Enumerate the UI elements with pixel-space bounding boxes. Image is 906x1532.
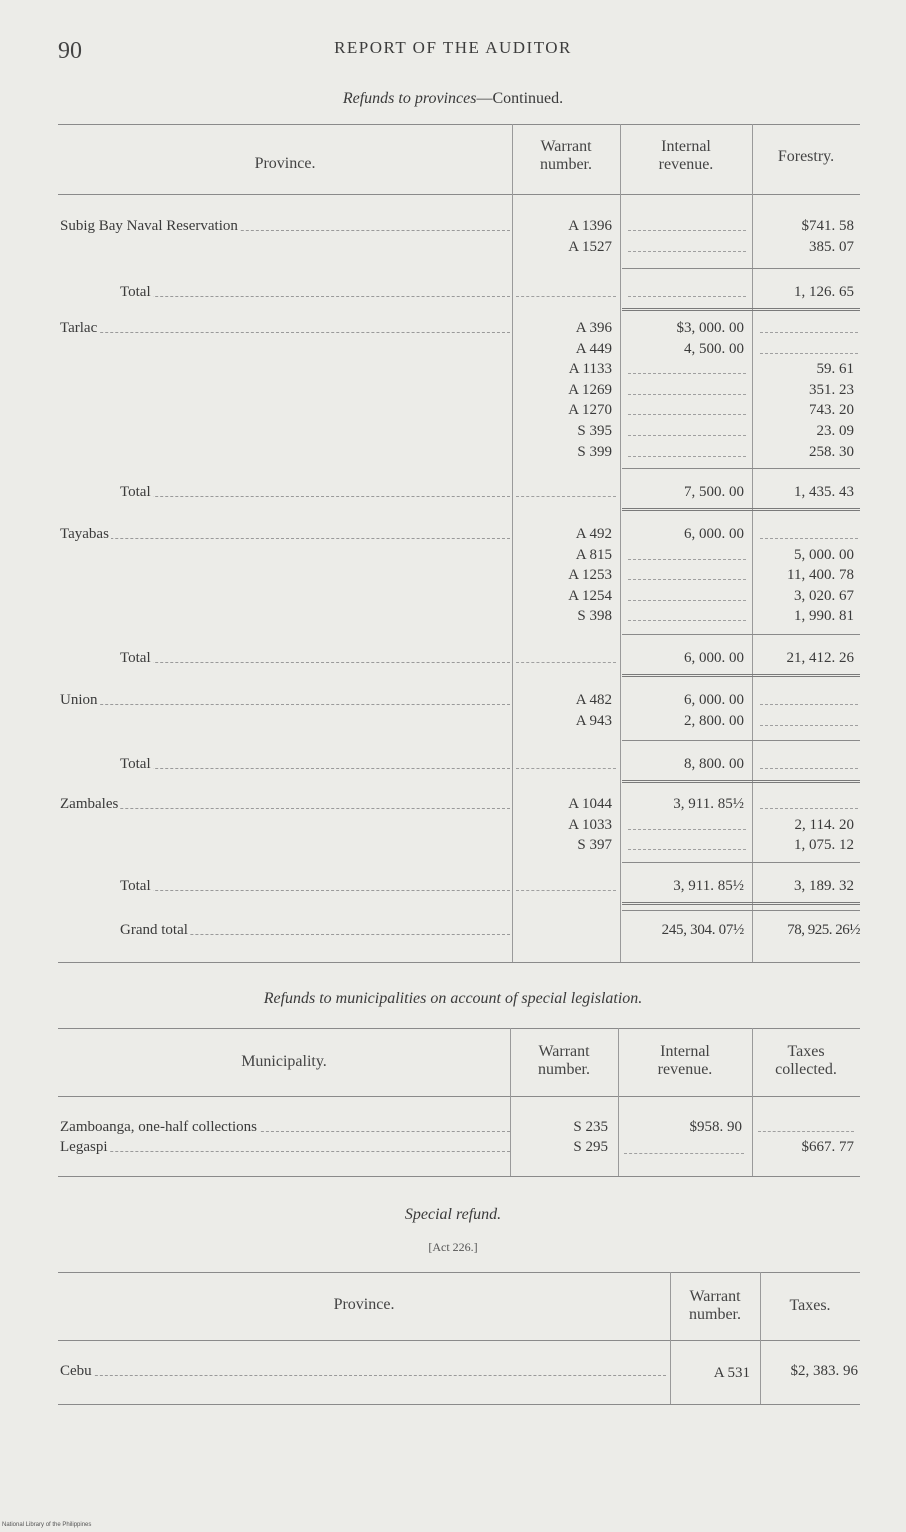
empty-cell bbox=[516, 496, 616, 497]
header-line: Taxes bbox=[787, 1043, 825, 1060]
total-label: Total bbox=[120, 650, 151, 666]
row-name: Cebu bbox=[60, 1363, 92, 1379]
table-row bbox=[60, 1117, 510, 1137]
table2-caption bbox=[0, 990, 906, 1008]
forestry-value: 59. 61 bbox=[816, 361, 854, 378]
total-row bbox=[120, 876, 510, 896]
total-rule bbox=[622, 508, 860, 511]
warrant-number: S 395 bbox=[577, 423, 612, 439]
table2-bottom-rule bbox=[58, 1176, 860, 1177]
empty-cell bbox=[624, 1153, 744, 1154]
total-forestry: 1, 435. 43 bbox=[794, 484, 854, 500]
total-rule bbox=[622, 674, 860, 677]
internal-revenue-value: 4, 500. 00 bbox=[684, 340, 744, 357]
empty-cell bbox=[628, 579, 746, 580]
table-row bbox=[60, 318, 510, 338]
table-row bbox=[60, 524, 510, 544]
table3-caption-text: Special refund. bbox=[404, 1206, 502, 1223]
table1-col-divider-1 bbox=[512, 124, 513, 962]
table1-caption bbox=[0, 90, 906, 108]
empty-cell bbox=[628, 296, 746, 297]
warrant-number: A 1044 bbox=[568, 796, 612, 812]
empty-cell bbox=[760, 353, 858, 354]
internal-revenue-value: 6, 000. 00 bbox=[684, 692, 744, 708]
forestry-value: 1, 075. 12 bbox=[794, 837, 854, 854]
total-rule bbox=[622, 910, 860, 911]
warrant-number: A 1133 bbox=[568, 361, 612, 378]
warrant-number: A 1396 bbox=[568, 218, 612, 234]
warrant-number: A 396 bbox=[575, 320, 612, 336]
total-row bbox=[120, 282, 510, 302]
row-name: Zamboanga, one-half collections bbox=[60, 1119, 258, 1135]
forestry-value: 351. 23 bbox=[809, 381, 854, 398]
header-line: Warrant bbox=[538, 1043, 590, 1060]
header-line: collected. bbox=[775, 1061, 837, 1078]
table1-header-internal-revenue bbox=[620, 138, 752, 174]
province-name: Tarlac bbox=[60, 320, 98, 336]
empty-cell bbox=[628, 849, 746, 850]
table1-caption-italic: Refunds to provinces bbox=[342, 90, 477, 107]
warrant-number: S 398 bbox=[577, 608, 612, 625]
empty-cell bbox=[628, 829, 746, 830]
table-row bbox=[60, 690, 510, 710]
warrant-number: A 1270 bbox=[568, 402, 612, 419]
table1-caption-rest: —Continued. bbox=[476, 90, 564, 107]
empty-cell bbox=[628, 394, 746, 395]
warrant-number: A 1033 bbox=[568, 816, 612, 833]
table3-header-rule bbox=[58, 1340, 860, 1341]
row-taxes: $2, 383. 96 bbox=[790, 1363, 858, 1379]
warrant-number: S 399 bbox=[577, 443, 612, 460]
grand-total-forestry: 78, 925. 26½ bbox=[787, 922, 860, 938]
total-rule bbox=[622, 468, 860, 469]
internal-revenue-value: 3, 911. 85½ bbox=[673, 796, 744, 812]
header-line: revenue. bbox=[657, 1061, 713, 1078]
table2-top-rule bbox=[58, 1028, 860, 1029]
forestry-value: $741. 58 bbox=[801, 218, 854, 234]
table3-header-warrant bbox=[670, 1288, 760, 1324]
empty-cell bbox=[628, 620, 746, 621]
warrant-number: S 397 bbox=[577, 837, 612, 854]
empty-cell bbox=[516, 296, 616, 297]
total-internal-revenue: 7, 500. 00 bbox=[684, 484, 744, 500]
table3-bottom-rule bbox=[58, 1404, 860, 1405]
empty-cell bbox=[516, 662, 616, 663]
header-line: Internal bbox=[661, 138, 711, 155]
row-internal-revenue: $958. 90 bbox=[689, 1119, 742, 1135]
warrant-number: A 492 bbox=[575, 526, 612, 542]
empty-cell bbox=[628, 559, 746, 560]
forestry-value: 3, 020. 67 bbox=[794, 587, 854, 604]
table2-header-municipality: Municipality. bbox=[241, 1053, 327, 1070]
total-forestry: 1, 126. 65 bbox=[794, 284, 854, 300]
empty-cell bbox=[760, 808, 858, 809]
empty-cell bbox=[628, 435, 746, 436]
forestry-value: 5, 000. 00 bbox=[794, 546, 854, 563]
grand-total-internal-revenue: 245, 304. 07½ bbox=[661, 922, 744, 938]
total-rule bbox=[622, 634, 860, 635]
row-warrant: S 235 bbox=[573, 1119, 608, 1135]
warrant-number: A 1254 bbox=[568, 587, 612, 604]
table1-col-divider-2 bbox=[620, 124, 621, 962]
province-name: Union bbox=[60, 692, 98, 708]
table1-header-warrant bbox=[512, 138, 620, 174]
header-line: Warrant bbox=[540, 138, 592, 155]
header-line: revenue. bbox=[658, 156, 714, 173]
empty-cell bbox=[760, 538, 858, 539]
row-name: Legaspi bbox=[60, 1139, 108, 1155]
empty-cell bbox=[758, 1131, 854, 1132]
table2-header-rule bbox=[58, 1096, 860, 1097]
empty-cell bbox=[516, 890, 616, 891]
table1-top-rule bbox=[58, 124, 860, 125]
total-row bbox=[120, 754, 510, 774]
internal-revenue-value: $3, 000. 00 bbox=[676, 320, 744, 336]
total-row bbox=[120, 482, 510, 502]
table1-bottom-rule bbox=[58, 962, 860, 963]
empty-cell bbox=[760, 332, 858, 333]
total-label: Total bbox=[120, 756, 151, 772]
total-label: Total bbox=[120, 878, 151, 894]
table-row bbox=[60, 216, 510, 236]
table2-header-taxes-collected bbox=[752, 1043, 860, 1079]
total-internal-revenue: 3, 911. 85½ bbox=[673, 878, 744, 894]
header-line: Internal bbox=[660, 1043, 710, 1060]
total-row bbox=[120, 648, 510, 668]
table2-caption-text: Refunds to municipalities on account of special legislation. bbox=[263, 990, 643, 1007]
forestry-value: 258. 30 bbox=[809, 443, 854, 460]
warrant-number: A 1253 bbox=[568, 567, 612, 584]
table3-header-province: Province. bbox=[333, 1296, 395, 1313]
table3-caption bbox=[0, 1206, 906, 1224]
running-head: REPORT OF THE AUDITOR bbox=[334, 38, 572, 57]
warrant-number: A 482 bbox=[575, 692, 612, 708]
empty-cell bbox=[628, 373, 746, 374]
empty-cell bbox=[760, 768, 858, 769]
page-number: 90 bbox=[58, 38, 82, 64]
empty-cell bbox=[628, 251, 746, 252]
row-taxes-collected: $667. 77 bbox=[801, 1139, 854, 1155]
total-rule bbox=[622, 740, 860, 741]
total-rule bbox=[622, 862, 860, 863]
table1-header-province: Province. bbox=[254, 155, 316, 172]
empty-cell bbox=[760, 704, 858, 705]
empty-cell bbox=[628, 414, 746, 415]
total-rule bbox=[622, 902, 860, 905]
grand-total-label: Grand total bbox=[120, 922, 188, 938]
empty-cell bbox=[628, 230, 746, 231]
table2-header-internal-revenue bbox=[618, 1043, 752, 1079]
forestry-value: 11, 400. 78 bbox=[787, 567, 854, 584]
table1-header-rule bbox=[58, 194, 860, 195]
footer-note: National Library of the Philippines bbox=[2, 1522, 92, 1528]
total-label: Total bbox=[120, 284, 151, 300]
empty-cell bbox=[628, 600, 746, 601]
table-row bbox=[60, 1361, 666, 1381]
empty-cell bbox=[760, 725, 858, 726]
province-name: Zambales bbox=[60, 796, 119, 812]
table-row bbox=[60, 1137, 510, 1157]
forestry-value: 743. 20 bbox=[809, 402, 854, 419]
total-forestry: 21, 412. 26 bbox=[786, 650, 854, 666]
total-rule bbox=[622, 268, 860, 269]
table3-header-taxes: Taxes. bbox=[789, 1297, 831, 1314]
table1-header-forestry: Forestry. bbox=[777, 148, 835, 165]
table2-header-warrant bbox=[510, 1043, 618, 1079]
header-line: number. bbox=[540, 156, 592, 173]
total-rule bbox=[622, 308, 860, 311]
total-internal-revenue: 6, 000. 00 bbox=[684, 650, 744, 666]
forestry-value: 23. 09 bbox=[816, 423, 854, 439]
total-forestry: 3, 189. 32 bbox=[794, 878, 854, 894]
warrant-number: A 1269 bbox=[568, 381, 612, 398]
header-line: number. bbox=[538, 1061, 590, 1078]
province-name: Tayabas bbox=[60, 526, 109, 542]
total-label: Total bbox=[120, 484, 151, 500]
warrant-number: A 449 bbox=[575, 340, 612, 357]
table3-top-rule bbox=[58, 1272, 860, 1273]
row-warrant: S 295 bbox=[573, 1139, 608, 1155]
empty-cell bbox=[516, 768, 616, 769]
province-name: Subig Bay Naval Reservation bbox=[60, 218, 238, 234]
total-internal-revenue: 8, 800. 00 bbox=[684, 756, 744, 772]
warrant-number: A 1527 bbox=[568, 238, 612, 255]
total-rule bbox=[622, 780, 860, 783]
forestry-value: 2, 114. 20 bbox=[794, 816, 854, 833]
internal-revenue-value: 6, 000. 00 bbox=[684, 526, 744, 542]
header-line: Warrant bbox=[689, 1288, 741, 1305]
table1-col-divider-3 bbox=[752, 124, 753, 962]
warrant-number: A 815 bbox=[575, 546, 612, 563]
forestry-value: 385. 07 bbox=[809, 238, 854, 255]
table-row bbox=[60, 794, 510, 814]
row-warrant: A 531 bbox=[713, 1365, 750, 1381]
empty-cell bbox=[628, 456, 746, 457]
table3-subcaption: [Act 226.] bbox=[428, 1240, 478, 1254]
table3-col-divider-2 bbox=[760, 1272, 761, 1404]
grand-total-row bbox=[120, 920, 510, 940]
internal-revenue-value: 2, 800. 00 bbox=[684, 712, 744, 729]
warrant-number: A 943 bbox=[575, 712, 612, 729]
header-line: number. bbox=[689, 1306, 741, 1323]
forestry-value: 1, 990. 81 bbox=[794, 608, 854, 625]
